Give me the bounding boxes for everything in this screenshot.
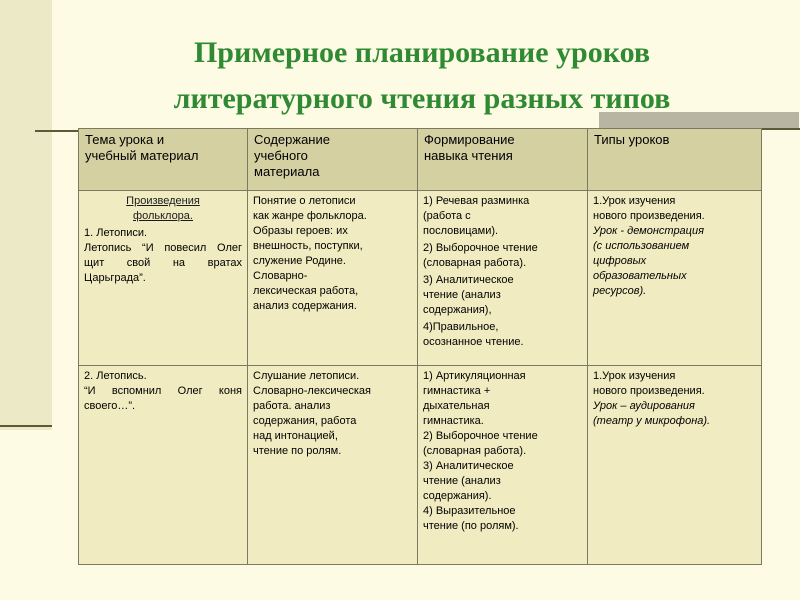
- topic-item: 2. Летопись.: [84, 370, 147, 382]
- topic-description: Летопись “И повесил Олег щит свой на вратах Царьграда”.: [84, 242, 242, 284]
- skill-item: 2) Выборочное чтение (словарная работа).: [423, 242, 538, 269]
- header-topic: Тема урока и учебный материал: [79, 129, 248, 191]
- cell-reading-skills: [418, 366, 588, 565]
- cell-reading-skills: [418, 191, 588, 366]
- title-line: Примерное планирование уроков: [193, 36, 651, 69]
- table-row: [79, 366, 762, 565]
- skill-item: 1) Артикуляционная гимнастика + дыхательная гимнастика.: [423, 370, 526, 427]
- skill-item: 4)Правильное, осознанное чтение.: [423, 321, 524, 348]
- skill-item: 2) Выборочное чтение (словарная работа).: [423, 430, 538, 457]
- skill-item: 3) Аналитическое чтение (анализ содержания),: [423, 274, 514, 316]
- lesson-type-detail: Урок – аудирования (театр у микрофона).: [593, 400, 711, 427]
- table-row: [79, 191, 762, 366]
- lesson-type-detail: Урок - демонстрация (с использованием цифровых образовательных ресурсов).: [593, 225, 704, 297]
- page-title: [82, 30, 762, 122]
- lesson-plan-table: [78, 128, 762, 565]
- cell-topic: [79, 366, 248, 565]
- cell-content: Слушание летописи. Словарно-лексическая работа. анализ содержания, работа над интонацией, чтение по ролям.: [248, 366, 418, 565]
- topic-description: “И вспомнил Олег коня своего…”.: [84, 385, 242, 412]
- skill-item: 1) Речевая разминка (работа с пословицами).: [423, 195, 530, 237]
- header-content: Содержание учебного материала: [248, 129, 418, 191]
- header-lesson-types: Типы уроков: [588, 129, 762, 191]
- skill-item: 4) Выразительное чтение (по ролям).: [423, 505, 519, 532]
- skill-item: 3) Аналитическое чтение (анализ содержания).: [423, 460, 514, 502]
- lesson-type-main: 1.Урок изучения нового произведения.: [593, 370, 705, 397]
- cell-lesson-types: [588, 366, 762, 565]
- table-header-row: [79, 129, 762, 191]
- header-reading-skills: Формирование навыка чтения: [418, 129, 588, 191]
- cell-topic: [79, 191, 248, 366]
- cell-lesson-types: [588, 191, 762, 366]
- decorative-left-bar: [0, 0, 52, 430]
- lesson-type-main: 1.Урок изучения нового произведения.: [593, 195, 705, 222]
- cell-content: Понятие о летописи как жанре фольклора. Образы героев: их внешность, поступки, служение Родине. Словарно- лексическая работа, анализ содержания.: [248, 191, 418, 366]
- topic-item: 1. Летописи.: [84, 227, 148, 239]
- topic-heading: Произведения фольклора.: [126, 195, 200, 222]
- decorative-line: [0, 425, 52, 427]
- title-line: литературного чтения разных типов: [173, 82, 671, 115]
